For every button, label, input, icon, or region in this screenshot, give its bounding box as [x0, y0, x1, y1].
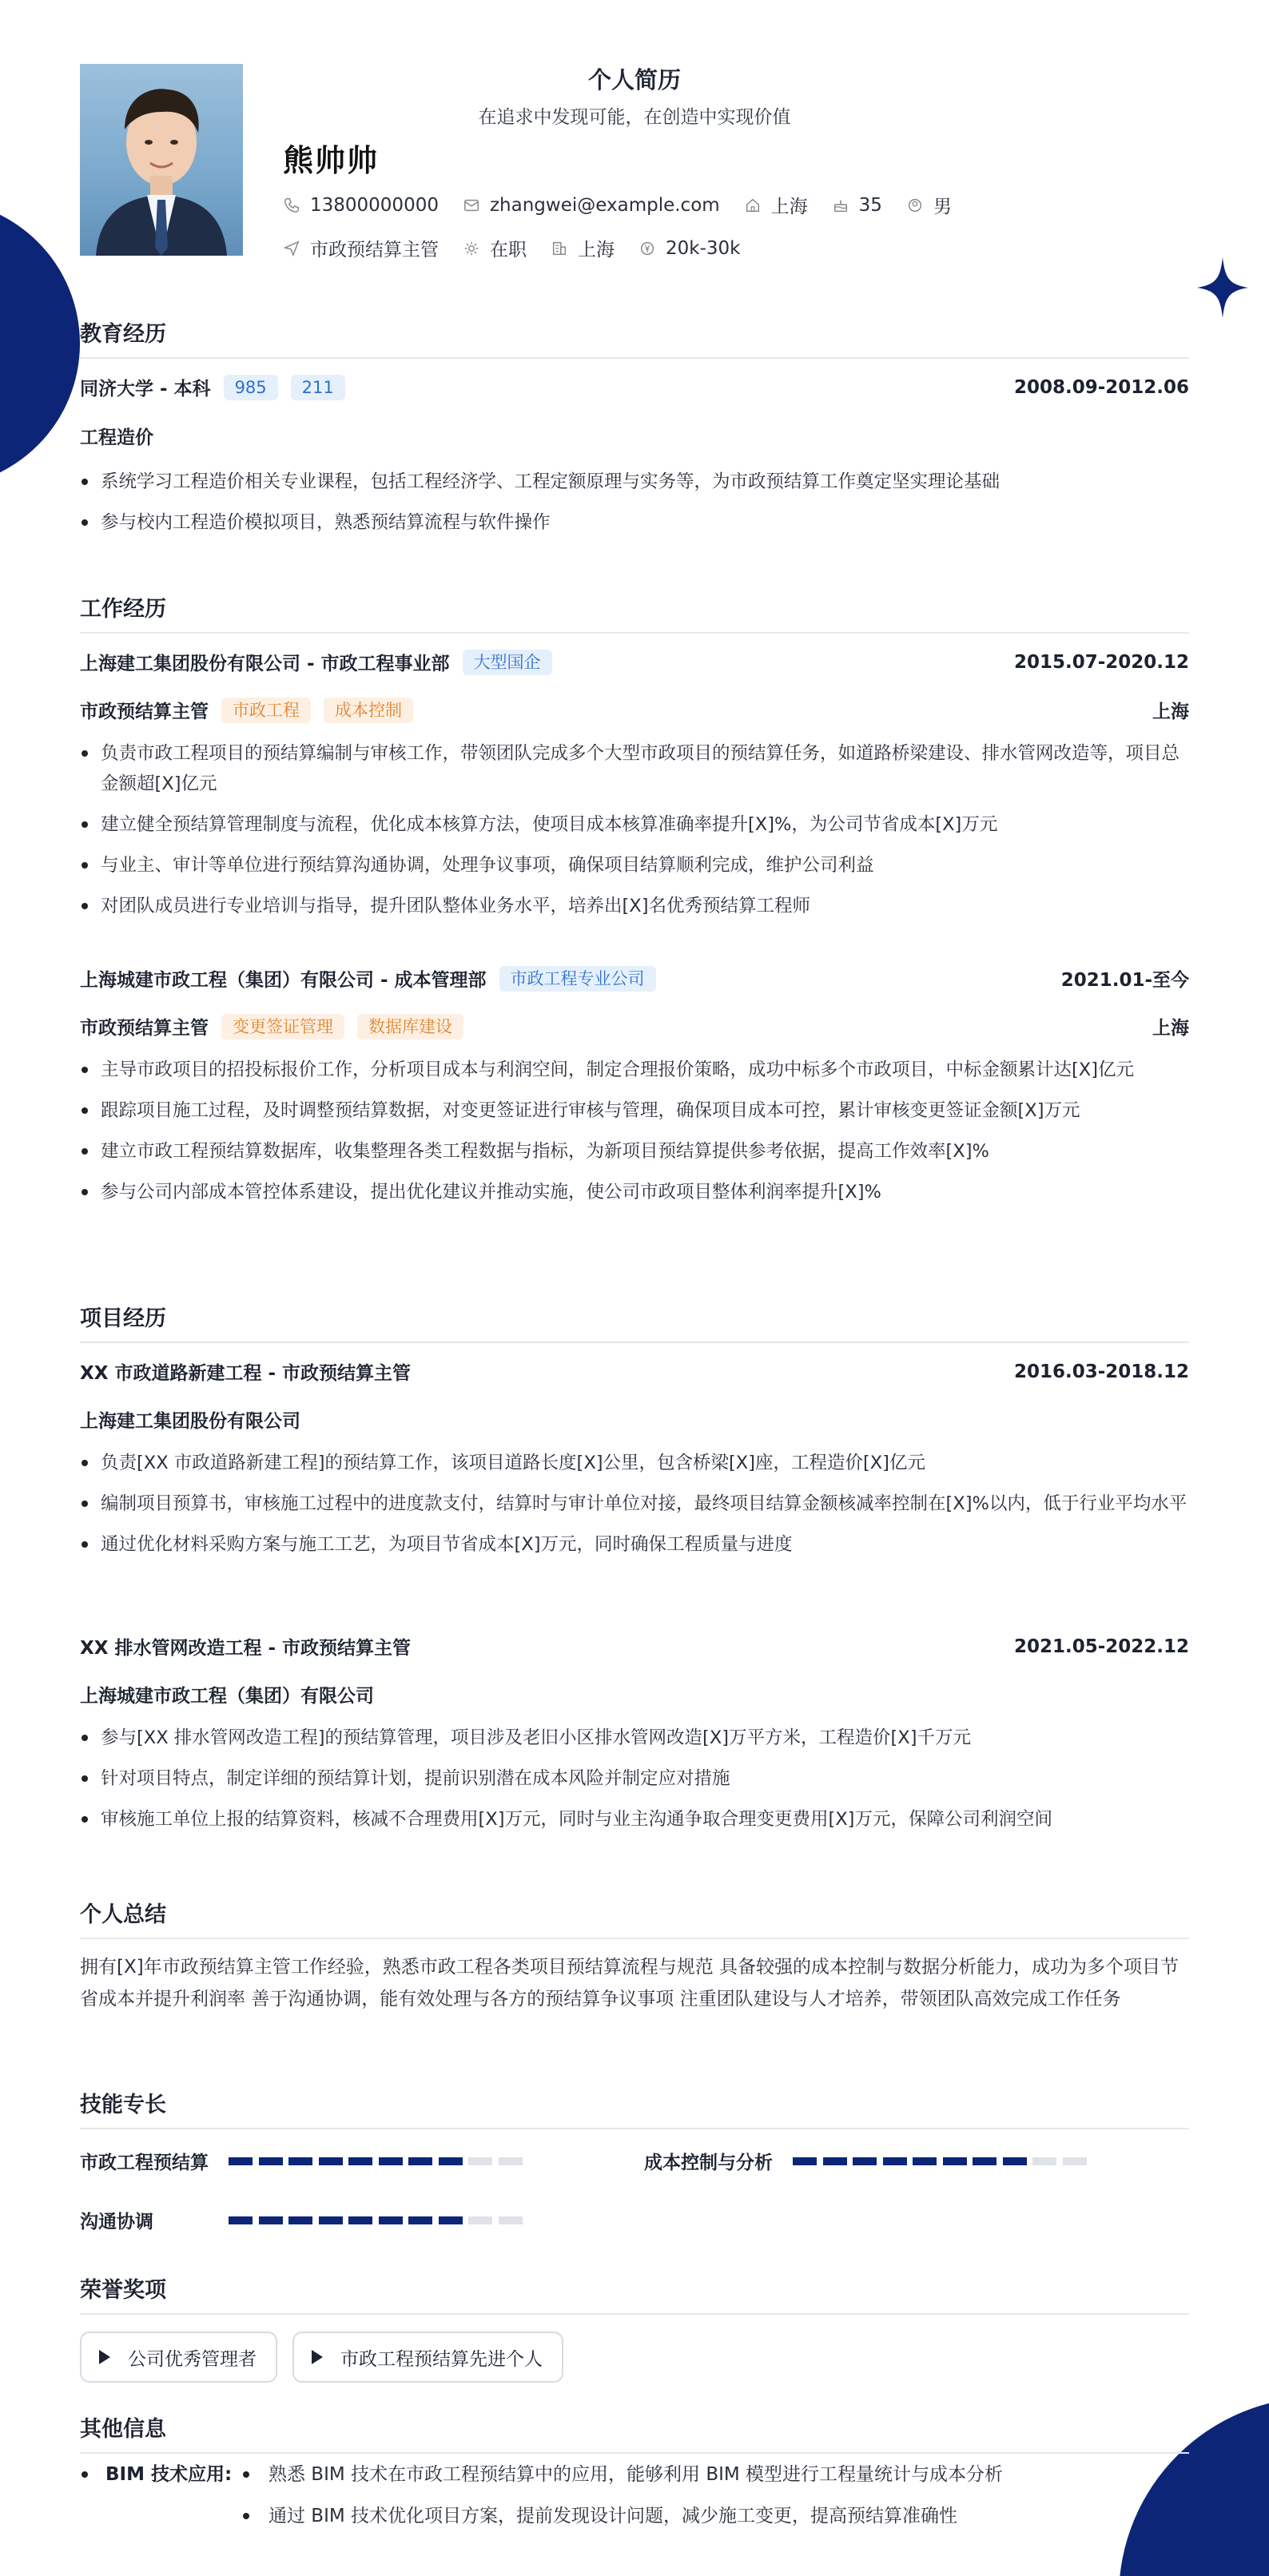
phone-icon — [283, 197, 300, 214]
award-badge — [80, 2332, 277, 2383]
project-org-row — [80, 1406, 1189, 1433]
work-period: 2015.07-2020.12 — [1013, 651, 1189, 673]
phone-value: 13800000000 — [310, 194, 439, 216]
project-org: 上海建工集团股份有限公司 — [80, 1411, 300, 1432]
position-name: 市政预结算主管 — [80, 702, 209, 722]
salary-value: 20k-30k — [666, 237, 741, 259]
skill-name: 沟通协调 — [80, 2212, 153, 2232]
skill-level-segment — [793, 2157, 817, 2165]
work-bullets — [80, 1055, 1189, 1218]
location-value: 上海 — [770, 197, 808, 217]
project-bullets — [80, 1448, 1189, 1570]
skill-level-segment — [943, 2157, 967, 2165]
skill-level-segment — [229, 2157, 253, 2165]
project-name: XX 排水管网改造工程 - 市政预结算主管 — [80, 1638, 412, 1659]
age-info — [832, 195, 882, 216]
contact-row — [283, 192, 976, 218]
skill-item — [644, 2148, 1092, 2174]
gear-icon — [463, 240, 480, 257]
skill-name: 市政工程预结算 — [80, 2153, 209, 2173]
gender-value: 男 — [933, 197, 952, 217]
skill-level-segment — [1003, 2157, 1027, 2165]
project-entry-header — [80, 1633, 1189, 1660]
skill-name: 成本控制与分析 — [644, 2153, 773, 2173]
skill-level-segment — [348, 2157, 372, 2165]
sparkle-star-icon — [1197, 257, 1248, 318]
company-tag: 大型国企 — [463, 650, 552, 675]
section-title: 个人总结 — [80, 1897, 1189, 1939]
list-item: 编制项目预算书，审核施工过程中的进度款支付，结算时与审计单位对接，最终项目结算金额核减率控制在[X]%以内，低于行业平均水平 — [80, 1489, 1189, 1519]
decor-circle-left — [0, 200, 80, 487]
award-name: 市政工程预结算先进个人 — [340, 2348, 543, 2370]
resume-motto: 在追求中发现可能，在创造中实现价值 — [478, 107, 791, 128]
home-icon — [744, 197, 762, 214]
education-section — [80, 316, 1189, 359]
job-title-value: 市政预结算主管 — [310, 240, 439, 260]
skill-level-segment — [1032, 2157, 1056, 2165]
position-name: 市政预结算主管 — [80, 1018, 209, 1039]
position-tag: 数据库建设 — [357, 1014, 463, 1040]
list-item: 通过优化材料采购方案与施工工艺，为项目节省成本[X]万元，同时确保工程质量与进度 — [80, 1529, 1189, 1560]
project-period: 2016.03-2018.12 — [1013, 1361, 1189, 1382]
skill-level-segment — [229, 2216, 253, 2224]
list-item: 参与校内工程造价模拟项目，熟悉预结算流程与软件操作 — [80, 507, 1189, 538]
phone-info — [283, 195, 439, 216]
skill-level-segment — [468, 2216, 492, 2224]
target-city-info — [551, 235, 615, 261]
skill-level-bar — [793, 2157, 1092, 2165]
skill-level-segment — [853, 2157, 877, 2165]
company-name: 上海城建市政工程（集团）有限公司 - 成本管理部 — [80, 970, 487, 991]
school-tag: 985 — [224, 375, 278, 400]
award-name: 公司优秀管理者 — [128, 2348, 257, 2370]
section-title: 技能专长 — [80, 2087, 1189, 2129]
project-entry-header — [80, 1358, 1189, 1385]
job-row — [283, 235, 764, 261]
education-entry — [80, 374, 1189, 400]
skill-level-segment — [913, 2157, 937, 2165]
list-item: 建立健全预结算管理制度与流程，优化成本核算方法，使项目成本核算准确率提升[X]%，为公司节省成本[X]万元 — [80, 809, 1189, 840]
skill-level-segment — [408, 2216, 432, 2224]
work-city: 上海 — [1152, 702, 1189, 722]
candidate-name: 熊帅帅 — [283, 143, 380, 178]
bullet-dot — [243, 2471, 249, 2478]
cake-icon — [832, 197, 849, 214]
list-item: 负责[XX 市政道路新建工程]的预结算工作，该项目道路长度[X]公里，包含桥梁[X]座，工程造价[X]亿元 — [80, 1448, 1189, 1478]
other-line: 熟悉 BIM 技术在市政工程预结算中的应用，能够利用 BIM 模型进行工程量统计与成本分析 — [269, 2464, 1004, 2485]
work-entry-header — [80, 649, 1189, 675]
work-bullets — [80, 738, 1189, 932]
award-badge — [292, 2332, 563, 2383]
projects-section — [80, 1301, 1189, 1343]
section-title: 荣誉奖项 — [80, 2272, 1189, 2315]
skill-level-bar — [229, 2216, 528, 2224]
skill-level-bar — [229, 2157, 528, 2165]
list-item: 建立市政工程预结算数据库，收集整理各类工程数据与指标，为新项目预结算提供参考依据，提高工作效率[X]% — [80, 1136, 1189, 1167]
skill-level-segment — [408, 2157, 432, 2165]
bullet-dot — [243, 2513, 249, 2519]
skill-level-segment — [499, 2157, 523, 2165]
position-tag: 市政工程 — [221, 698, 311, 723]
section-title: 工作经历 — [80, 591, 1189, 634]
other-info — [80, 2459, 1189, 2539]
work-entry-header — [80, 965, 1189, 992]
skill-level-segment — [468, 2157, 492, 2165]
education-bullets — [80, 467, 1189, 548]
work-position-row — [80, 697, 1189, 723]
project-bullets — [80, 1723, 1189, 1845]
list-item: 主导市政项目的招投标报价工作，分析项目成本与利润空间，制定合理报价策略，成功中标多个市政项目，中标金额累计达[X]亿元 — [80, 1055, 1189, 1085]
list-item: 参与[XX 排水管网改造工程]的预结算管理，项目涉及老旧小区排水管网改造[X]万平方米，工程造价[X]千万元 — [80, 1723, 1189, 1753]
project-period: 2021.05-2022.12 — [1013, 1636, 1189, 1657]
skill-level-segment — [348, 2216, 372, 2224]
skill-level-segment — [973, 2157, 997, 2165]
school-name: 同济大学 - 本科 — [80, 379, 211, 400]
skill-level-segment — [379, 2216, 403, 2224]
skill-level-segment — [319, 2216, 343, 2224]
skill-level-segment — [288, 2216, 312, 2224]
skill-level-segment — [379, 2157, 403, 2165]
skill-item — [80, 2207, 528, 2233]
section-title: 其他信息 — [80, 2411, 1189, 2454]
school-tag: 211 — [291, 375, 345, 400]
work-position-row — [80, 1013, 1189, 1040]
project-name: XX 市政道路新建工程 - 市政预结算主管 — [80, 1363, 412, 1384]
status-info — [463, 235, 527, 261]
skill-level-segment — [259, 2157, 283, 2165]
position-tag: 成本控制 — [324, 698, 413, 723]
triangle-right-icon — [99, 2350, 110, 2364]
summary-section — [80, 1897, 1189, 1939]
awards-section — [80, 2272, 1189, 2315]
mail-icon — [463, 197, 480, 214]
skill-level-segment — [319, 2157, 343, 2165]
target-city-value: 上海 — [578, 240, 615, 260]
skill-level-segment — [823, 2157, 847, 2165]
status-value: 在职 — [490, 240, 527, 260]
skills-section — [80, 2087, 1189, 2129]
list-item: 负责市政工程项目的预结算编制与审核工作，带领团队完成多个大型市政项目的预结算任务，如道路桥梁建设、排水管网改造等，项目总金额超[X]亿元 — [80, 738, 1189, 799]
list-item: 与业主、审计等单位进行预结算沟通协调，处理争议事项，确保项目结算顺利完成，维护公司利益 — [80, 850, 1189, 881]
work-section — [80, 591, 1189, 634]
resume-title: 个人简历 — [587, 66, 681, 93]
section-title: 教育经历 — [80, 316, 1189, 359]
job-title-info — [283, 235, 439, 261]
other-label: BIM 技术应用: — [105, 2464, 233, 2485]
salary-info — [638, 238, 740, 259]
skill-level-segment — [259, 2216, 283, 2224]
work-period: 2021.01-至今 — [1060, 970, 1189, 991]
skill-level-segment — [1063, 2157, 1087, 2165]
work-city: 上海 — [1152, 1018, 1189, 1039]
list-item: 跟踪项目施工过程，及时调整预结算数据，对变更签证进行审核与管理，确保项目成本可控，累计审核变更签证金额[X]万元 — [80, 1095, 1189, 1126]
gender-info — [906, 192, 952, 218]
age-value: 35 — [858, 194, 882, 216]
section-title: 项目经历 — [80, 1301, 1189, 1343]
triangle-right-icon — [312, 2350, 323, 2364]
list-item: 审核施工单位上报的结算资料，核减不合理费用[X]万元，同时与业主沟通争取合理变更费用[X]万元，保障公司利润空间 — [80, 1804, 1189, 1835]
resume-header — [80, 62, 1189, 260]
project-org: 上海城建市政工程（集团）有限公司 — [80, 1686, 374, 1707]
skill-level-segment — [499, 2216, 523, 2224]
company-tag: 市政工程专业公司 — [499, 966, 656, 992]
other-section — [80, 2411, 1189, 2454]
list-item: 参与公司内部成本管控体系建设，提出优化建议并推动实施，使公司市政项目整体利润率提升[X]% — [80, 1177, 1189, 1207]
list-item: 系统学习工程造价相关专业课程，包括工程经济学、工程定额原理与实务等，为市政预结算工作奠定坚实理论基础 — [80, 467, 1189, 497]
company-name: 上海建工集团股份有限公司 - 市政工程事业部 — [80, 654, 450, 674]
building-icon — [551, 240, 568, 257]
position-tag: 变更签证管理 — [221, 1014, 344, 1040]
bullet-dot — [82, 2471, 88, 2478]
skill-item — [80, 2148, 528, 2174]
money-icon — [638, 240, 656, 257]
other-line: 通过 BIM 技术优化项目方案，提前发现设计问题，减少施工变更，提高预结算准确性 — [269, 2506, 958, 2526]
skill-level-segment — [288, 2157, 312, 2165]
send-icon — [283, 240, 300, 257]
project-org-row — [80, 1681, 1189, 1707]
skill-level-segment — [439, 2216, 463, 2224]
major-name: 工程造价 — [80, 427, 153, 448]
skill-level-segment — [883, 2157, 907, 2165]
location-info — [744, 192, 808, 218]
skill-level-segment — [439, 2157, 463, 2165]
list-item: 针对项目特点，制定详细的预结算计划，提前识别潜在成本风险并制定应对措施 — [80, 1763, 1189, 1794]
person-icon — [906, 197, 924, 214]
email-info — [463, 195, 720, 216]
list-item: 对团队成员进行专业培训与指导，提升团队整体业务水平，培养出[X]名优秀预结算工程师 — [80, 891, 1189, 921]
education-period: 2008.09-2012.06 — [1013, 376, 1189, 398]
summary-text: 拥有[X]年市政预结算主管工作经验，熟悉市政工程各类项目预结算流程与规范 具备较强的成本控制与数据分析能力，成功为多个项目节省成本并提升利润率 善于沟通协调，能有效处理与各方的预结算争议事项 注重团队建设与人才培养，带领团队高效完成工作任务 — [80, 1957, 1179, 2010]
major-row — [80, 423, 1189, 449]
email-value: zhangwei@example.com — [489, 194, 720, 216]
